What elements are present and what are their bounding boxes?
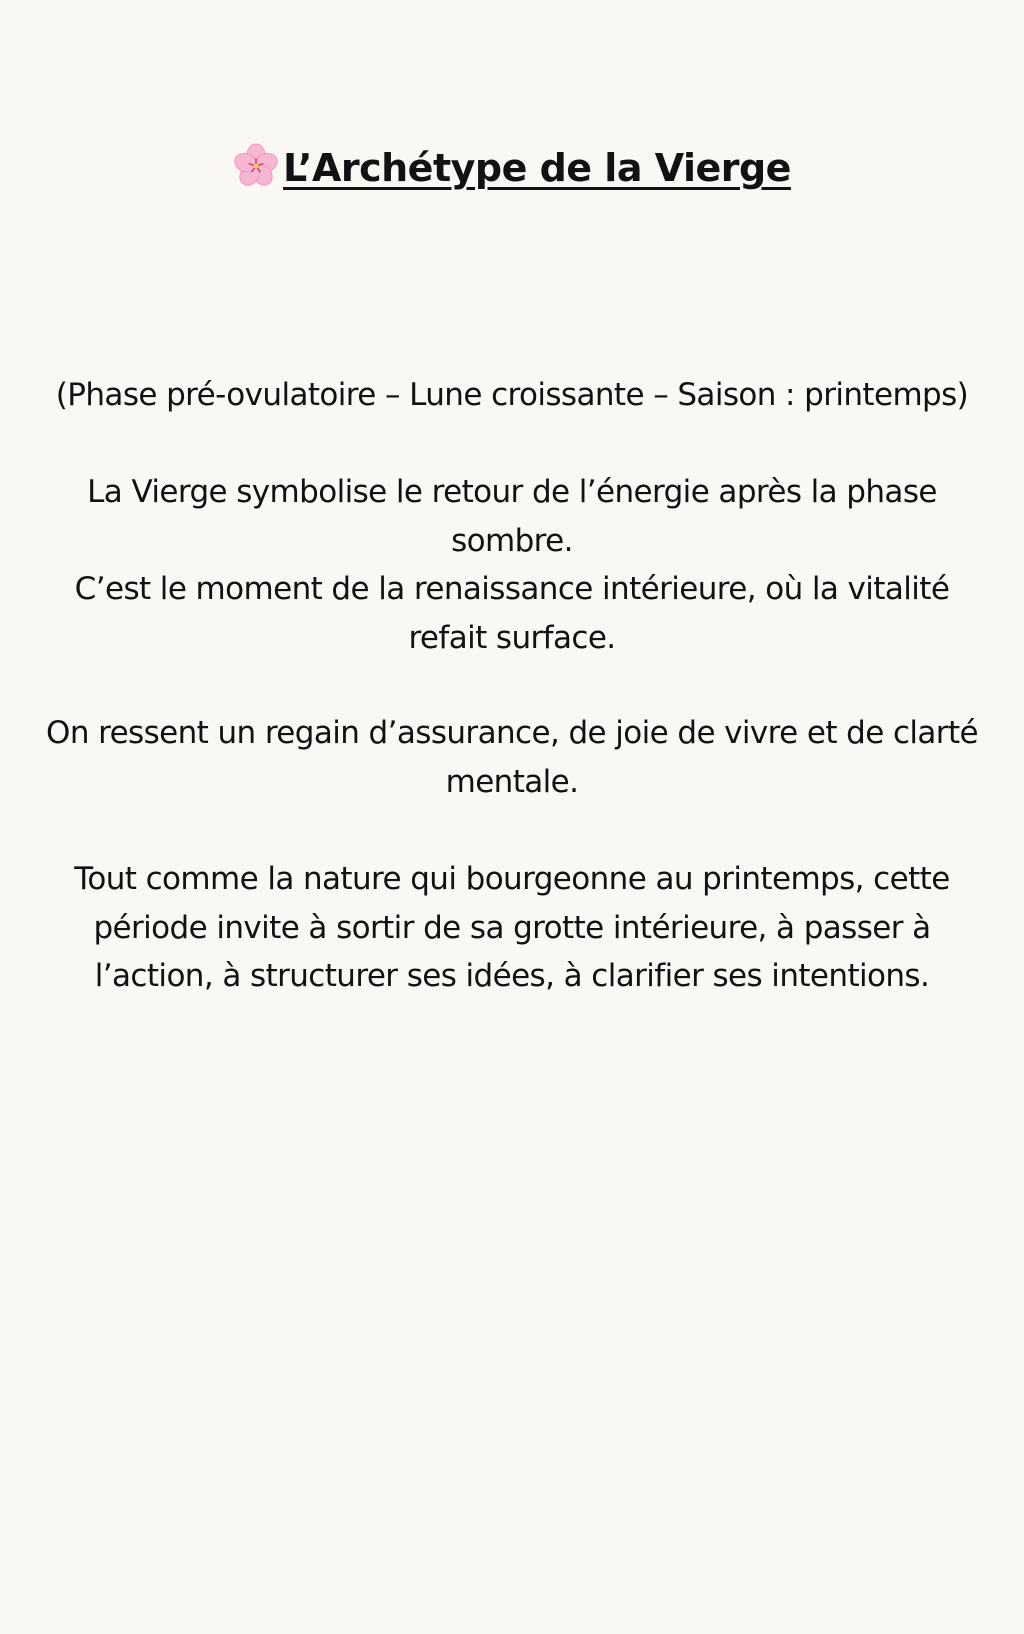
paragraph-1 [10, 468, 1014, 662]
page-title [233, 142, 791, 194]
text-line: Tout comme la nature qui bourgeonne au printemps, cette [74, 861, 950, 897]
cherry-blossom-icon [233, 143, 279, 189]
text-line: On ressent un regain d’assurance, de joie de vivre et de clarté [46, 715, 978, 751]
text-line: refait surface. [408, 619, 616, 656]
title-row [0, 142, 1024, 194]
phase-subtitle: (Phase pré-ovulatoire – Lune croissante – Saison : printemps) [55, 377, 969, 413]
text-line: période invite à sortir de sa grotte intérieure, à passer à [93, 909, 931, 946]
paragraph-2 [10, 709, 1014, 806]
text-line: C’est le moment de la renaissance intérieure, où la vitalité [74, 571, 950, 607]
text-line: sombre. [451, 522, 573, 559]
page-title-text: L’Archétype de la Vierge [283, 146, 791, 190]
paragraph-3 [10, 855, 1014, 1001]
text-line: La Vierge symbolise le retour de l’énergie après la phase [87, 474, 937, 510]
text-line: mentale. [445, 763, 579, 800]
text-line: l’action, à structurer ses idées, à clarifier ses intentions. [94, 958, 930, 994]
